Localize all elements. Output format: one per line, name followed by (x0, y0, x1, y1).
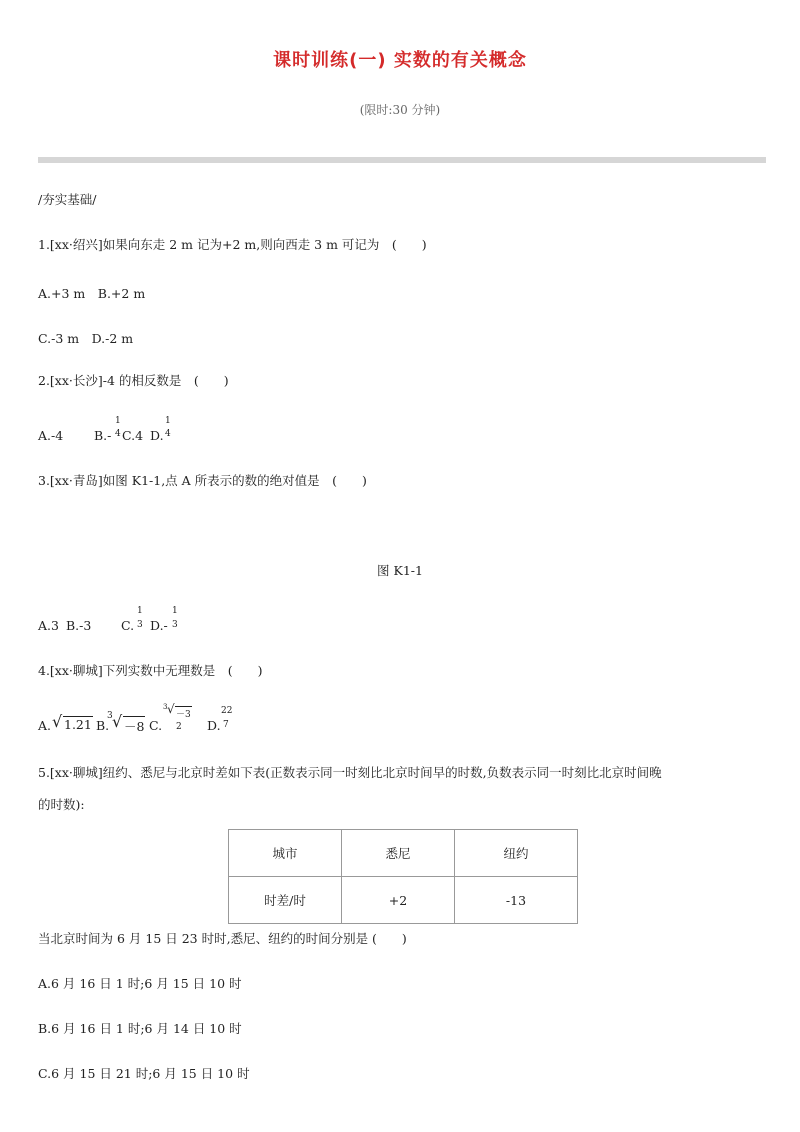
table-header-cell: 纽约 (455, 830, 578, 877)
q4-option-c: C. (149, 718, 163, 733)
q4-option-a: A. (38, 718, 52, 733)
q2-option-b-numerator: 1 (115, 416, 121, 426)
q4-option-c-radicand: －3 (175, 706, 192, 720)
q5-option-a: A.6 月 16 日 1 时;6 月 15 日 10 时 (38, 976, 242, 991)
time-limit: (限时:30 分钟) (359, 103, 441, 117)
cube-root-sign-small: √ (167, 702, 175, 716)
q3-option-d-numerator: 1 (172, 606, 178, 616)
q5-option-c: C.6 月 15 日 21 时;6 月 15 日 10 时 (38, 1066, 250, 1081)
table-row (229, 877, 578, 924)
table-header-row (229, 830, 578, 877)
q3-option-c-denominator: 3 (137, 620, 143, 630)
q5-option-b: B.6 月 16 日 1 时;6 月 14 日 10 时 (38, 1021, 242, 1036)
q4-option-a-radicand: 1.21 (64, 717, 92, 732)
divider (38, 157, 766, 163)
q3-option-c-numerator: 1 (137, 606, 143, 616)
q2-option-d-denominator: 4 (165, 429, 171, 439)
time-difference-table (228, 829, 578, 924)
q2-option-d-numerator: 1 (165, 416, 171, 426)
question-5-question: 当北京时间为 6 月 15 日 23 时时,悉尼、纽约的时间分别是 ( ) (38, 931, 407, 946)
q4-option-c-index: 3 (163, 703, 168, 711)
q2-option-c: C.4 (122, 428, 144, 443)
q3-option-d-denominator: 3 (172, 620, 178, 630)
section-heading: /夯实基础/ (38, 192, 97, 207)
question-1-stem: 1.[xx·绍兴]如果向东走 2 m 记为+2 m,则向西走 3 m 可记为 ( ) (38, 237, 427, 252)
table-cell: +2 (342, 877, 455, 924)
question-1-options-ab: A.+3 m B.+2 m (38, 286, 146, 301)
table-header-cell: 城市 (229, 830, 342, 877)
page-title: 课时训练(一) 实数的有关概念 (273, 50, 527, 71)
q4-option-b-radicand: －8 (123, 716, 145, 735)
cube-root-sign: √ (112, 712, 123, 731)
q4-option-b: B. (96, 718, 110, 733)
sqrt-sign: √ (52, 712, 63, 731)
table-cell: 时差/时 (229, 877, 342, 924)
q3-option-a: A.3 (38, 618, 59, 633)
q4-option-d-numerator: 22 (221, 706, 233, 716)
q4-option-c-denominator: 2 (176, 722, 182, 732)
q3-option-d: D.- (150, 618, 168, 633)
q4-option-d: D. (207, 718, 221, 733)
question-2-stem: 2.[xx·长沙]-4 的相反数是 ( ) (38, 373, 229, 388)
q2-option-a: A.-4 (38, 428, 64, 443)
table-cell: -13 (455, 877, 578, 924)
q4-option-d-denominator: 7 (223, 720, 229, 730)
q2-option-b-denominator: 4 (115, 429, 121, 439)
q4-option-b-index: 3 (107, 711, 113, 721)
question-5-stem-line-2: 的时数): (38, 797, 85, 812)
q3-option-c: C. (121, 618, 135, 633)
question-1-options-cd: C.-3 m D.-2 m (38, 331, 134, 346)
question-3-stem: 3.[xx·青岛]如图 K1-1,点 A 所表示的数的绝对值是 ( ) (38, 473, 367, 488)
q3-option-b: B.-3 (66, 618, 92, 633)
table-header-cell: 悉尼 (342, 830, 455, 877)
q2-option-d: D. (150, 428, 164, 443)
question-4-stem: 4.[xx·聊城]下列实数中无理数是 ( ) (38, 663, 263, 678)
q2-option-b: B.- (94, 428, 112, 443)
figure-caption: 图 K1-1 (377, 563, 423, 578)
question-5-stem-line-1: 5.[xx·聊城]纽约、悉尼与北京时差如下表(正数表示同一时刻比北京时间早的时数,负数表示同一时刻比北京时间晚 (38, 765, 662, 780)
